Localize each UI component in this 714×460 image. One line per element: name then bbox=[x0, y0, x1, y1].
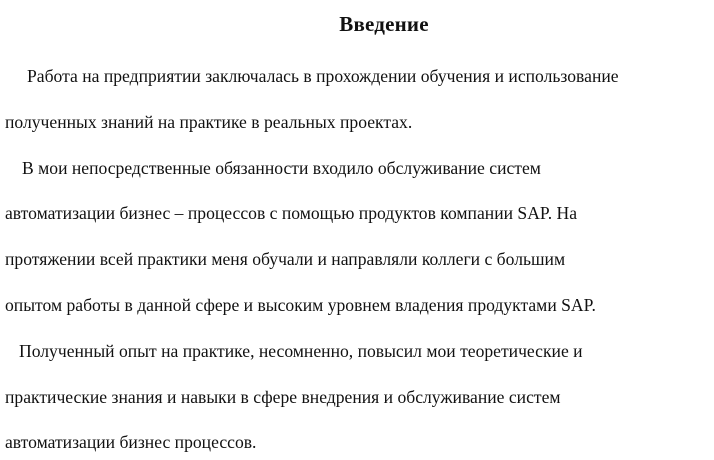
paragraph-3-line-3: автоматизации бизнес процессов. bbox=[5, 432, 257, 452]
paragraph-3-line-2: практические знания и навыки в сфере внедрения и обслуживание систем bbox=[5, 387, 561, 407]
paragraph-1-line-2: полученных знаний на практике в реальных проектах. bbox=[5, 112, 413, 132]
paragraph-2-line-2: автоматизации бизнес – процессов с помощью продуктов компании SAP. На bbox=[5, 203, 578, 223]
paragraph-2-line-3: протяжении всей практики меня обучали и направляли коллеги с большим bbox=[5, 249, 566, 269]
paragraph-3-line-1: Полученный опыт на практике, несомненно, повысил мои теоретические и bbox=[19, 341, 583, 361]
paragraph-1-line-1: Работа на предприятии заключалась в прохождении обучения и использование bbox=[27, 66, 619, 86]
paragraph-2-line-4: опытом работы в данной сфере и высоким уровнем владения продуктами SAP. bbox=[5, 295, 596, 315]
document-title: Введение bbox=[339, 12, 429, 36]
paragraph-2-line-1: В мои непосредственные обязанности входило обслуживание систем bbox=[22, 158, 541, 178]
